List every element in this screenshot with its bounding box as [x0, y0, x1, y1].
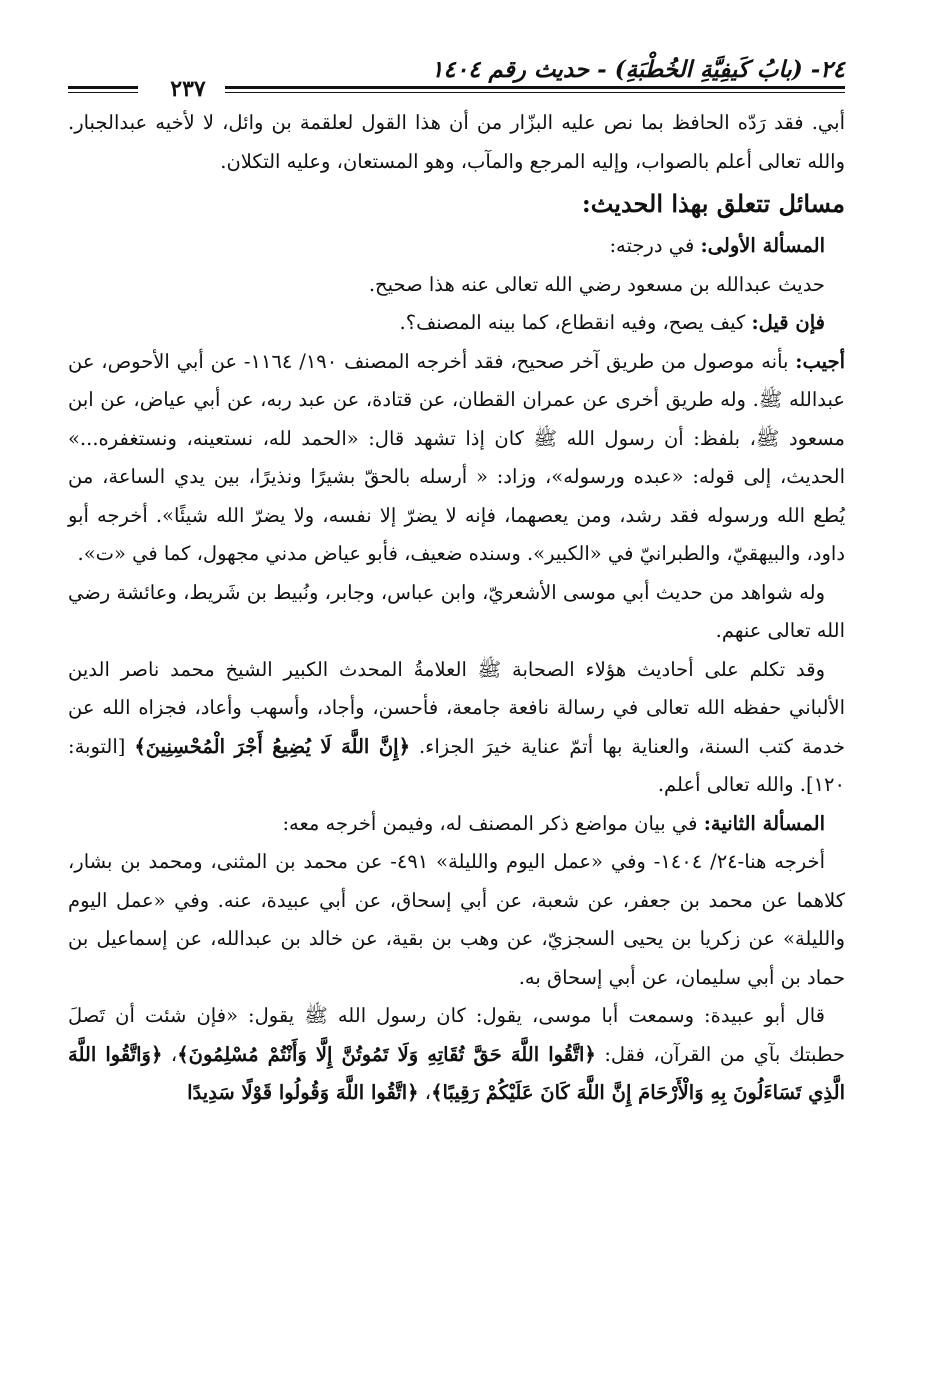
question-1-text: في درجته:	[609, 234, 701, 257]
paragraph-shawahid: وله شواهد من حديث أبي موسى الأشعريّ، وابن عباس، وجابر، ونُبيط بن شَريط، وعائشة رضي الله تعالى عنهم.	[68, 580, 845, 642]
answer-text: بأنه موصول من طريق آخر صحيح، فقد أخرجه المصنف ١٩٠/ ١١٦٤- عن أبي الأحوص، عن عبدالله ﷺ. وله طريق أخرى عن عمران القطان، عن قتادة، عن عبد ربه، عن أبي عياض، عن ابن مسعود ﷺ، بلفظ: أن رسول الله ﷺ كان إذا تشهد قال: «الحمد لله، نستعينه، ونستغفره...» الحديث، إلى قوله: «عبده ورسوله»، وزاد: « أرسله بالحقّ بشيرًا ونذيرًا، بين يدي الساعة، من يُطع الله ورسوله فقد رشد، ومن يعصهما، فإنه لا يضرّ إلا نفسه، ولا يضرّ الله شيئًا». أخرجه أبو داود، والبيهقيّ، والطبرانيّ في «الكبير». وسنده ضعيف، فأبو عياض مدني مجهول، كما في «ت».	[68, 349, 845, 565]
header-rule	[225, 86, 845, 93]
paragraph-question-2	[68, 805, 845, 844]
albani-tail: [التوبة: ١٢٠]. والله تعالى أعلم.	[68, 734, 845, 796]
verse-separator-1: ،	[162, 1042, 178, 1066]
quran-verse-2: ﴿وَاتَّقُوا اللَّهَ الَّذِي تَسَاءَلُونَ بِهِ وَالْأَرْحَامَ إِنَّ اللَّهَ كَانَ عَلَيْكُمْ رَقِيبًا﴾	[68, 1042, 845, 1104]
quran-verse-1: ﴿اتَّقُوا اللَّهَ حَقَّ تُقَاتِهِ وَلَا تَمُوتُنَّ إِلَّا وَأَنْتُمْ مُسْلِمُونَ﴾	[177, 1042, 596, 1066]
objection-text: كيف يصح، وفيه انقطاع، كما بينه المصنف؟.	[399, 311, 752, 334]
section-heading: مسائل تتعلق بهذا الحديث:	[581, 189, 845, 218]
objection-label: فإن قيل:	[751, 311, 825, 334]
header-rule-left	[68, 86, 138, 93]
page-header	[68, 52, 845, 104]
quran-verse-3: ﴿اتَّقُوا اللَّهَ وَقُولُوا قَوْلًا سَدِيدًا	[187, 1081, 419, 1104]
question-2-text: في بيان مواضع ذكر المصنف له، وفيمن أخرجه معه:	[282, 811, 704, 835]
paragraph-takhrij: أخرجه هنا-٢٤/ ١٤٠٤- وفي «عمل اليوم والليلة» ٤٩١- عن محمد بن المثنى، ومحمد بن بشار، كلاهما عن محمد بن جعفر، عن شعبة، عن أبي إسحاق، عن أبي عبيدة، عنه. وفي «عمل اليوم والليلة» عن زكريا بن يحيى السجزيّ، عن وهب بن بقية، عن خالد بن عبدالله، عن إسماعيل بن حماد بن أبي سليمان، عن أبي إسحاق به.	[68, 850, 845, 989]
albani-text: وقد تكلم على أحاديث هؤلاء الصحابة ﷺ العلامةُ المحدث الكبير الشيخ محمد ناصر الدين الألباني حفظه الله تعالى في رسالة نافعة جامعة، فأحسن، وأجاد، وأسهب وأعاد، فجزاه الله عن خدمة كتب السنة، والعناية بها أتمّ عناية خيرَ الجزاء.	[68, 657, 846, 758]
paragraph-grade: حديث عبدالله بن مسعود رضي الله تعالى عنه هذا صحيح.	[368, 272, 825, 296]
paragraph-last	[68, 997, 845, 1113]
verse-separator-2: ،	[418, 1081, 432, 1104]
paragraph-question-1	[68, 227, 845, 266]
paragraph-albani	[68, 651, 845, 805]
question-1-label: المسألة الأولى:	[700, 234, 825, 257]
last-intro: قال أبو عبيدة: وسمعت أبا موسى، يقول: كان رسول الله ﷺ يقول: «فإن شئت أن تَصلَ حطبتك بآي من القرآن، فقل:	[68, 1004, 845, 1066]
answer-label: أجيب:	[795, 349, 845, 373]
page-body	[68, 104, 845, 1113]
paragraph-objection	[68, 304, 845, 343]
question-2-label: المسألة الثانية:	[703, 811, 825, 835]
paragraph-continuation: أبي. فقد رَدّه الحافظ بما نص عليه البزّار من أن هذا القول لعلقمة بن وائل، لا لأخيه عبدالجبار. والله تعالى أعلم بالصواب، وإليه المرجع والمآب، وهو المستعان، وعليه التكلان.	[68, 111, 845, 173]
running-header-title: ٢٤- (بابُ كَيفِيَّةِ الخُطْبَةِ) - حديث رقم ١٤٠٤	[431, 56, 845, 83]
paragraph-answer	[68, 343, 845, 574]
quran-verse-tawbah: ﴿إِنَّ اللَّهَ لَا يُضِيعُ أَجْرَ الْمُحْسِنِينَ﴾	[134, 734, 411, 758]
page-number: ٢٣٧	[170, 76, 206, 102]
